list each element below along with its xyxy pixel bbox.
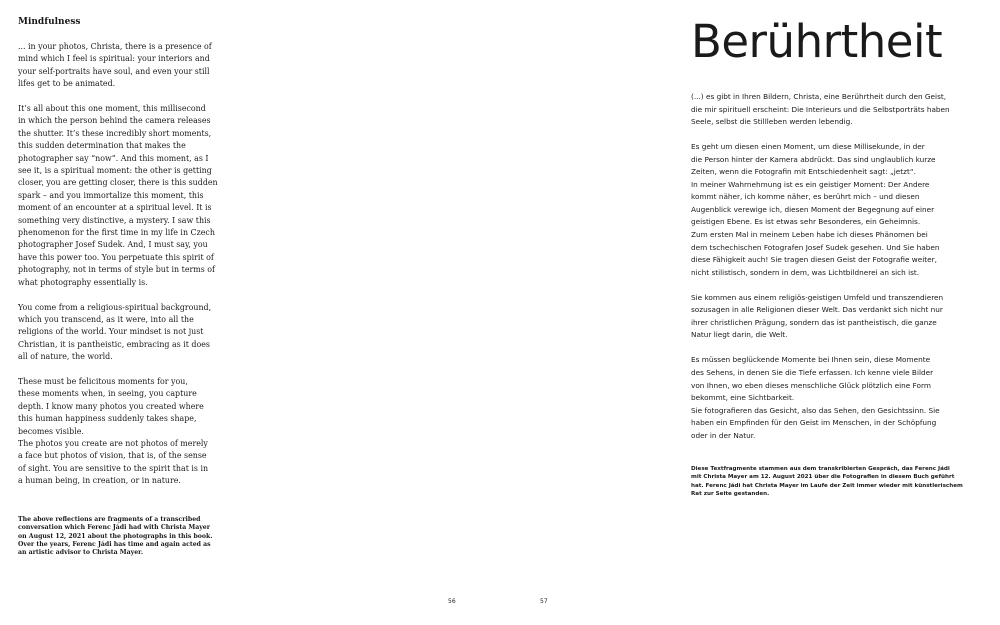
right-paragraph-3: Sie kommen aus einem religiös-geistigen Umfeld und transzendieren sozusagen in alle Religionen dieser Welt. Das verdankt sich nicht nur ihrer christlichen Prägung, sondern das ist pantheistisch, die ganze Natur liegt darin, die Welt. (691, 292, 944, 340)
left-paragraph-4: These must be felicitous moments for you, these moments when, in seeing, you capture depth. I know many photos you created where this human happiness suddenly takes shape, becomes visible. The photos you create are not photos of merely a face but photos of vision, that is, of the sense of sight. You are sensitive to the spirit that is in a human being, in creation, or in nature. (18, 376, 209, 486)
right-body-text (691, 91, 981, 455)
left-body-text (18, 41, 230, 500)
right-footnote: Diese Textfragmente stammen aus dem transkribierten Gespräch, das Ferenc Jádi mit Christa Mayer am 12. August 2021 über die Fotografien in diesem Buch geführt hat. Ferenc Jádi hat Christa Mayer im Laufe der Zeit immer wieder mit künstlerischem Rat zur Seite gestanden. (691, 466, 963, 498)
section-title: Mindfulness (18, 17, 81, 27)
right-paragraph-4: Es müssen beglückende Momente bei Ihnen sein, diese Momente des Sehens, in denen Sie die Tiefe erfassen. Ich kenne viele Bilder von Ihnen, wo eben dieses menschliche Glück plötzlich eine Form bekommt, eine Sichtbarkeit. Sie fotografieren das Gesicht, also das Sehen, den Gesichtssinn. Sie haben ein Empfinden für den Geist im Menschen, in der Schöpfung oder in der Natur. (691, 355, 940, 440)
left-paragraph-2: It’s all about this one moment, this millisecond in which the person behind the camera releases the shutter. It’s these incredibly short moments, this sudden determination that makes the photographer say “now”. And this moment, as I see it, is a spiritual moment: the other is getting closer, you are getting closer, there is this sudden spark – and you immortalize this moment, this moment of an encounter at a spiritual level. It is something very distinctive, a mystery. I saw this phenomenon for the first time in my life in Czech photographer Josef Sudek. And, I must say, you have this power too. You perpetuate this spirit of photography, not in terms of style but in terms of what photography essentially is. (18, 104, 218, 287)
left-paragraph-3: You come from a religious-spiritual background, which you transcend, as it were, into all the religions of the world. Your mindset is not just Christian, it is pantheistic, embracing as it does all of nature, the world. (18, 302, 212, 362)
page-number-right: 57 (540, 598, 548, 605)
page-number-left: 56 (448, 598, 456, 605)
right-paragraph-1: (...) es gibt in Ihren Bildern, Christa, eine Berührtheit durch den Geist, die mir spirituell erscheint: Die Interieurs und die Selbstporträts haben Seele, selbst die Stillleben werden lebendig. (691, 92, 950, 127)
right-page (500, 0, 1000, 625)
page-title: Berührtheit (691, 15, 943, 68)
left-paragraph-1: ... in your photos, Christa, there is a presence of mind which I feel is spiritual: your interiors and your self-portraits have soul, and even your still lifes get to be animated. (18, 42, 212, 89)
right-paragraph-2: Es geht um diesen einen Moment, um diese Millisekunde, in der die Person hinter der Kamera abdrückt. Das sind unglaublich kurze Zeiten, wenn die Fotografin mit Entschiedenheit sagt: „jetzt“. In meiner Wahrnehmung ist es ein geistiger Moment: Der Andere kommt näher, ich komme näher, es berührt mich – und diesen Augenblick verewige ich, diesen Moment der Begegnung auf einer geistigen Ebene. Es ist etwas sehr Besonderes, ein Geheimnis. Zum ersten Mal in meinem Leben habe ich dieses Phänomen bei dem tschechischen Fotografen Josef Sudek gesehen. Und Sie haben diese Fähigkeit auch! Sie tragen diesen Geist der Fotografie weiter, nicht stilistisch, sondern in dem, was Lichtbildnerei an sich ist. (691, 142, 940, 277)
left-footnote: The above reflections are fragments of a transcribed conversation which Ferenc Jádi had with Christa Mayer on August 12, 2021 about the photographs in this book. Over the years, Ferenc Jádi has time and again acted as an artistic advisor to Christa Mayer. (18, 516, 213, 557)
